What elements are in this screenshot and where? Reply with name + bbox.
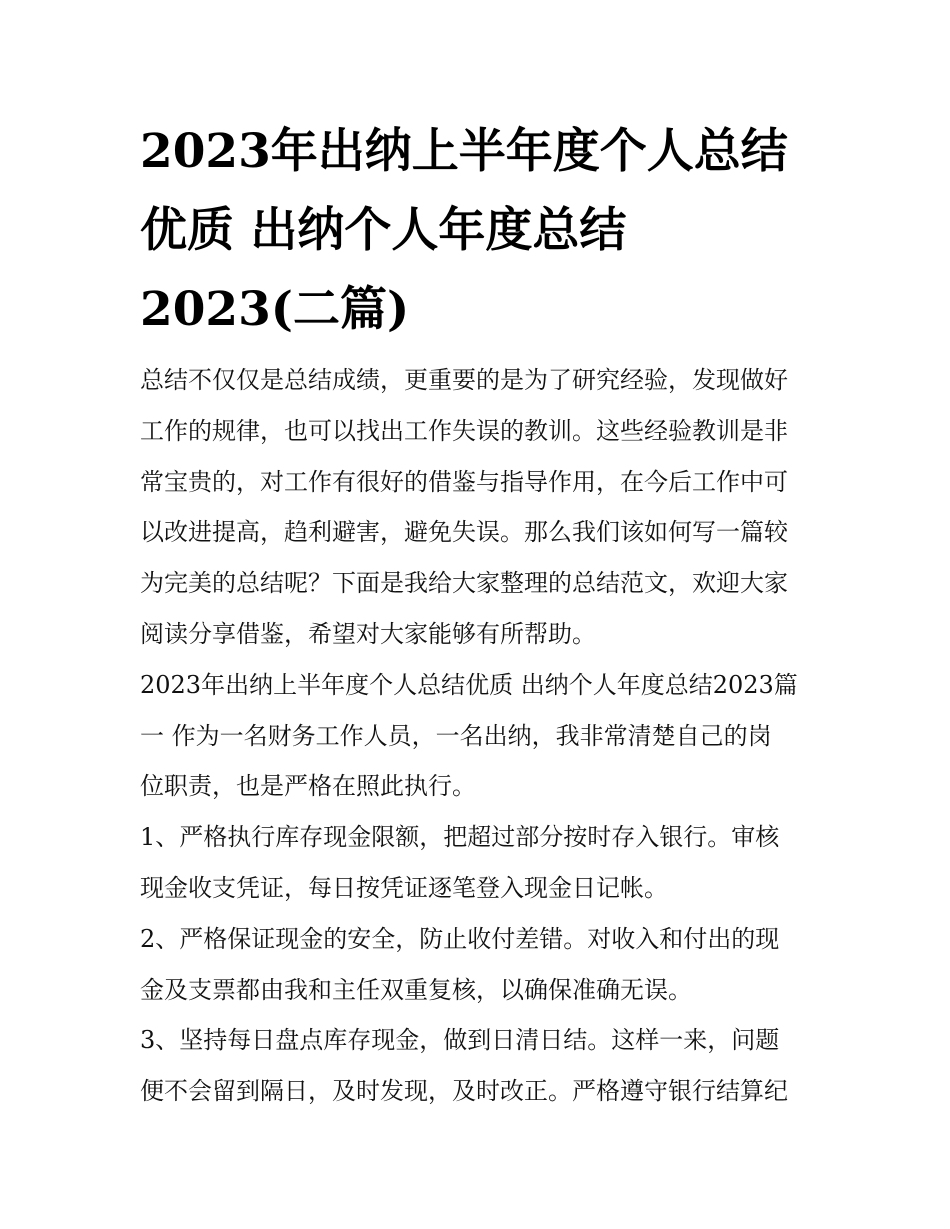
text-line: 为完美的总结呢？下面是我给大家整理的总结范文，欢迎大家: [140, 569, 788, 598]
title-line: 2023年出纳上半年度个人总结: [140, 124, 788, 179]
text-line: 便不会留到隔日，及时发现，及时改正。严格遵守银行结算纪: [140, 1077, 788, 1106]
text-line: 1、严格执行库存现金限额，把超过部分按时存入银行。审核: [140, 823, 780, 852]
text-line: 3、坚持每日盘点库存现金，做到日清日结。这样一来，问题: [140, 1026, 780, 1055]
list-item-3: [140, 1015, 820, 1117]
document-title: [140, 112, 820, 349]
list-item-2: [140, 914, 820, 1016]
text-line: 一 作为一名财务工作人员，一名出纳，我非常清楚自己的岗: [140, 721, 772, 750]
text-line: 位职责，也是严格在照此执行。: [140, 772, 476, 801]
list-item-1: [140, 812, 820, 914]
text-line: 常宝贵的，对工作有很好的借鉴与指导作用，在今后工作中可: [140, 467, 788, 496]
text-line: 阅读分享借鉴，希望对大家能够有所帮助。: [140, 619, 596, 648]
text-line: 总结不仅仅是总结成绩，更重要的是为了研究经验，发现做好: [140, 366, 788, 394]
article-heading-paragraph: [140, 660, 820, 812]
title-line: 2023(二篇): [140, 282, 410, 337]
document-body: [140, 355, 820, 1117]
text-line: 工作的规律，也可以找出工作失误的教训。这些经验教训是非: [140, 416, 788, 445]
text-line: 现金收支凭证，每日按凭证逐笔登入现金日记帐。: [140, 873, 668, 902]
text-line: 2、严格保证现金的安全，防止收付差错。对收入和付出的现: [140, 924, 780, 953]
text-line: 以改进提高，趋利避害，避免失误。那么我们该如何写一篇较: [140, 518, 788, 547]
text-line: 金及支票都由我和主任双重复核，以确保准确无误。: [140, 975, 692, 1004]
title-line: 优质 出纳个人年度总结: [140, 203, 627, 258]
text-line: 2023年出纳上半年度个人总结优质 出纳个人年度总结2023篇: [140, 670, 798, 699]
intro-paragraph: [140, 355, 820, 660]
